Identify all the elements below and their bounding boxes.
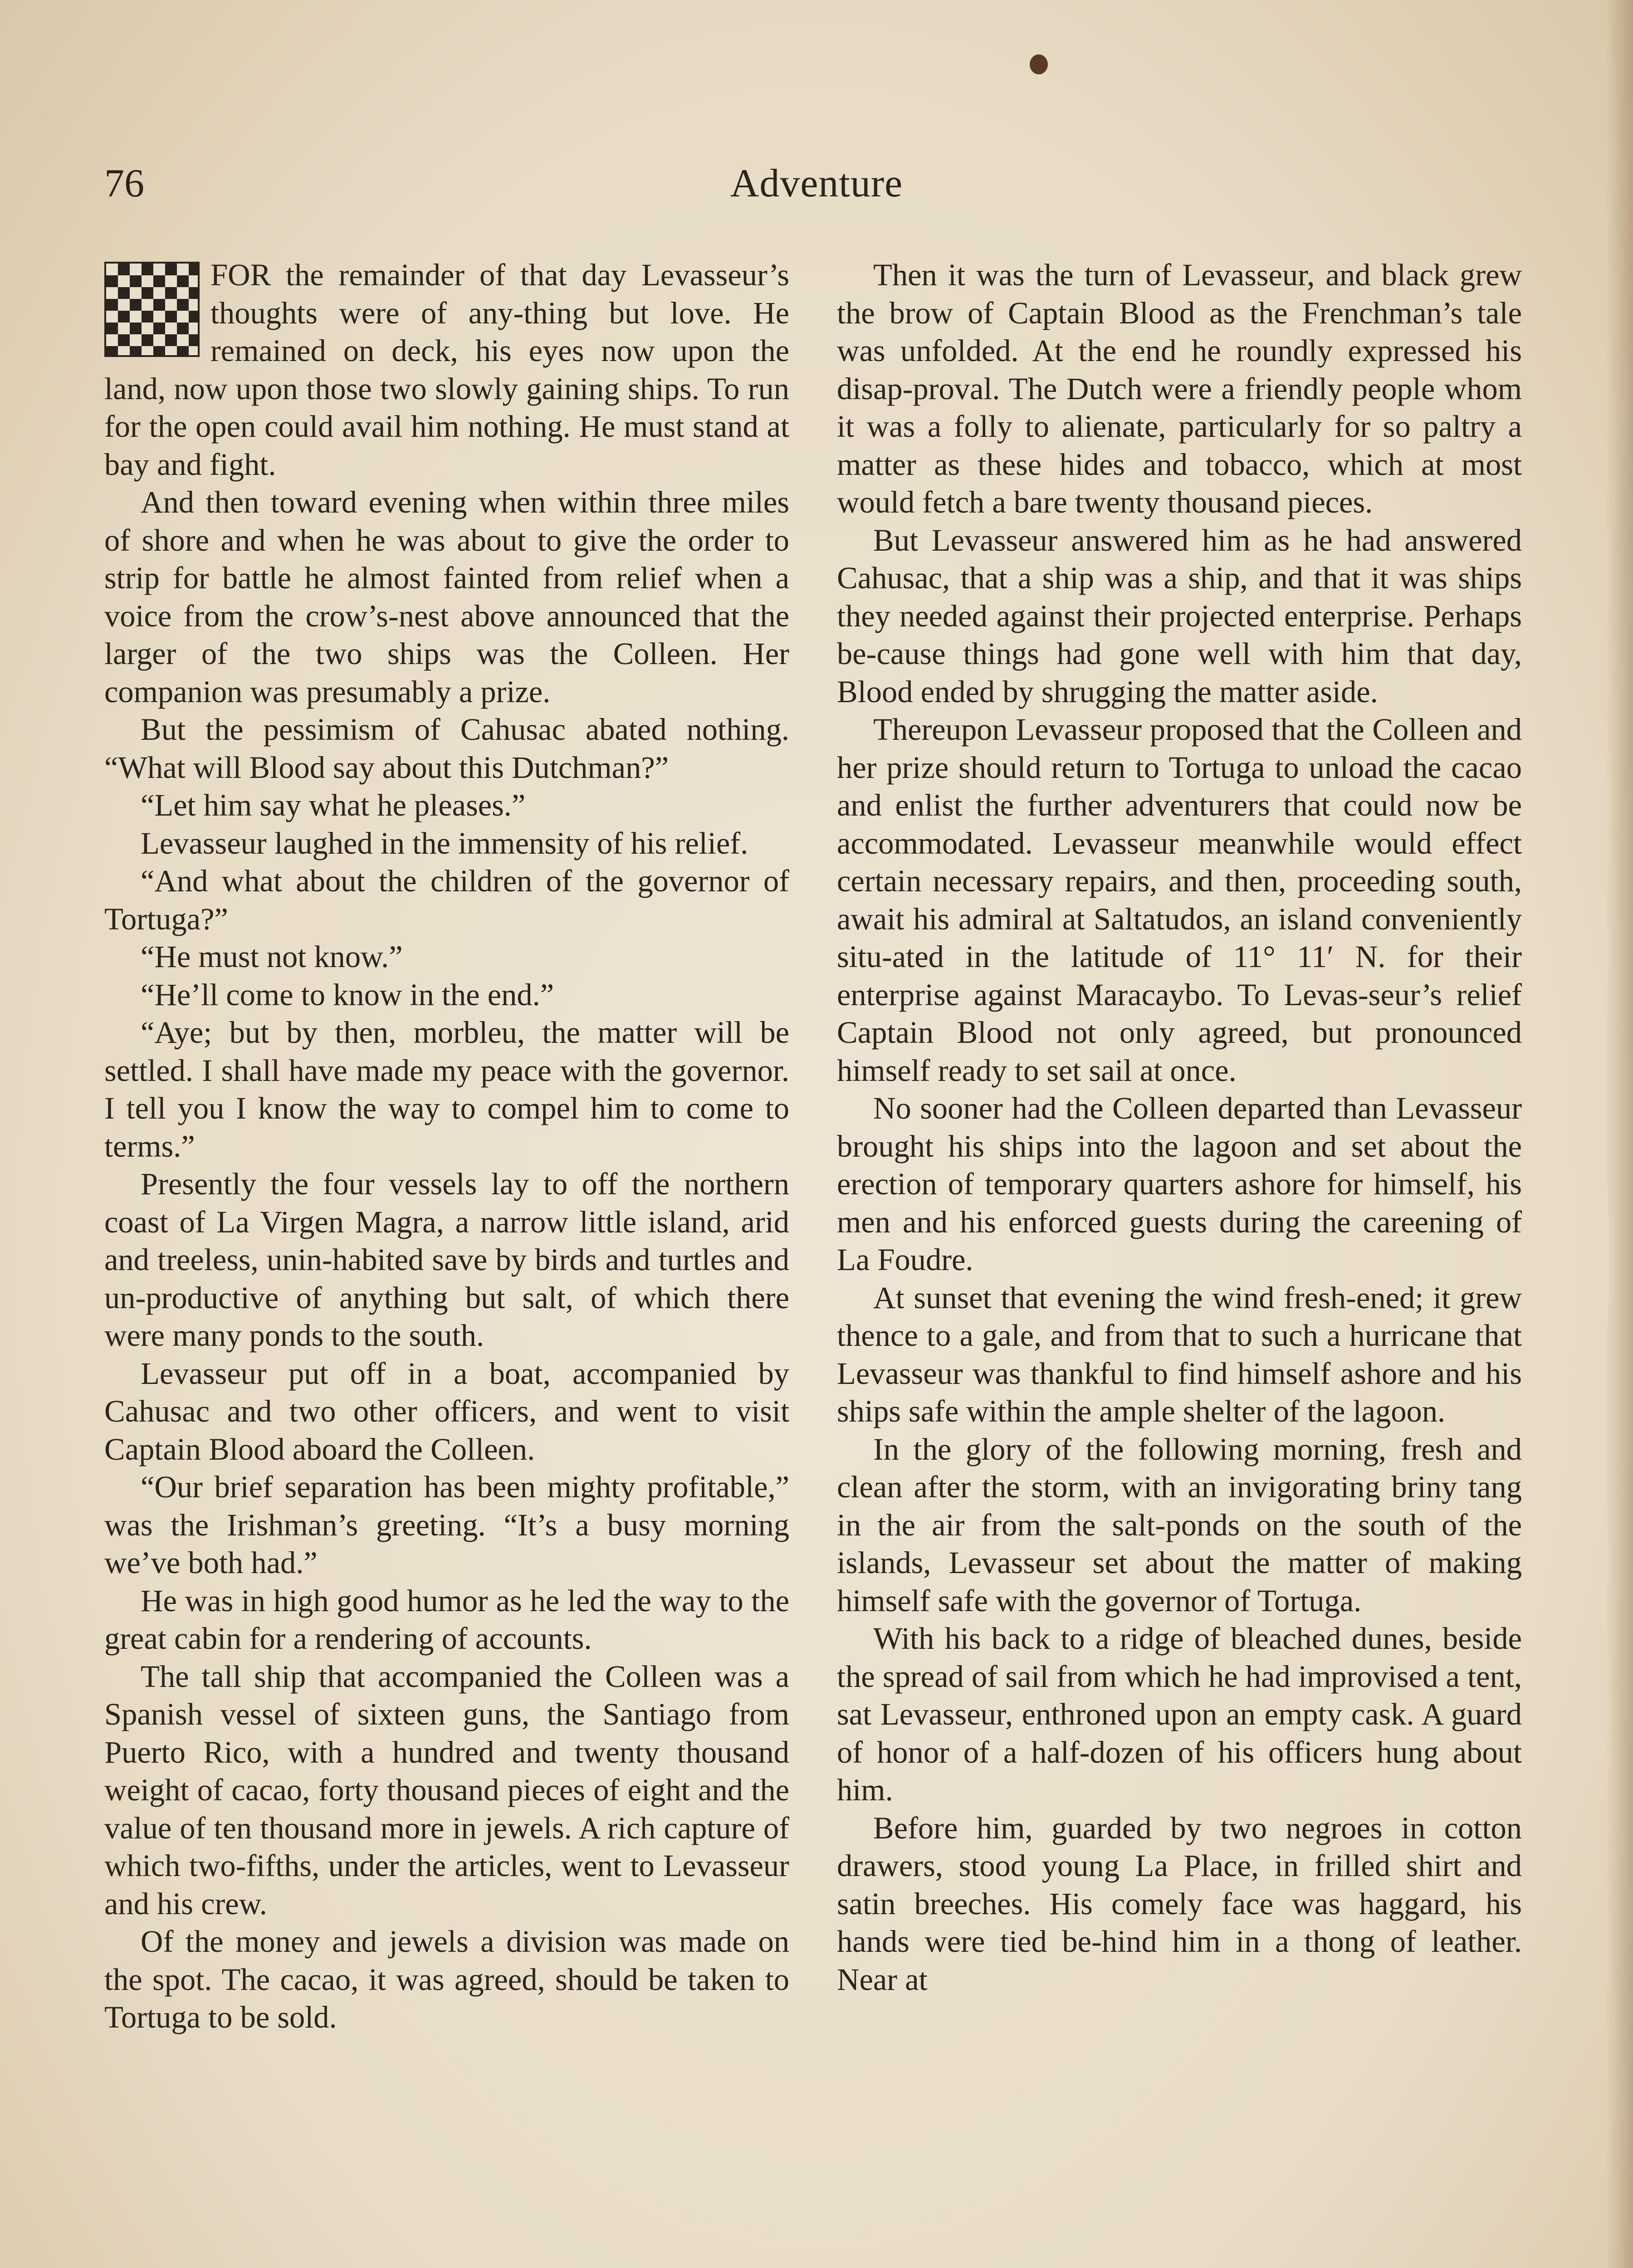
paragraph: “Let him say what he pleases.” (141, 788, 526, 822)
paragraph: Presently the four vessels lay to off the northern coast of La Virgen Magra, a narrow little island, arid and treeless, unin-habited save by birds and turtles and un-productive of anything but salt, of which there were many ponds to the south. (104, 1167, 789, 1353)
paragraph: But Levasseur answered him as he had answered Cahusac, that a ship was a ship, and that it was ships they needed against their projected enterprise. Perhaps be-cause things had gone well with him that day, Blood ended by shrugging the matter aside. (837, 523, 1522, 709)
paragraph: In the glory of the following morning, fresh and clean after the storm, with an invigorating briny tang in the air from the salt-ponds on the south of the islands, Levasseur set about the matter of making himself safe with the governor of Tortuga. (837, 1432, 1522, 1618)
page-edge-shadow (1606, 0, 1633, 2268)
right-column (837, 256, 1522, 2268)
paragraph: But the pessimism of Cahusac abated nothing. “What will Blood say about this Dutchman?” (104, 712, 789, 785)
page-header (104, 154, 1529, 218)
left-column (104, 256, 789, 2268)
paragraph: Before him, guarded by two negroes in cotton drawers, stood young La Place, in frilled shirt and satin breeches. His comely face was haggard, his hands were tied be-hind him in a thong of leather. Near at (837, 1810, 1522, 1997)
running-title: Adventure (730, 161, 903, 205)
paragraph: With his back to a ridge of bleached dunes, beside the spread of sail from which he had improvised a tent, sat Levasseur, enthroned upon an empty cask. A guard of honor of a half-dozen of his officers hung about him. (837, 1621, 1522, 1807)
paragraph: And then toward evening when within three miles of shore and when he was about to give the order to strip for battle he almost fainted from relief when a voice from the crow’s-nest above announced that the larger of the two ships was the Colleen. Her companion was presumably a prize. (104, 485, 789, 709)
paragraph: The tall ship that accompanied the Colleen was a Spanish vessel of sixteen guns, the Santiago from Puerto Rico, with a hundred and twenty thousand weight of cacao, forty thousand pieces of eight and the value of ten thousand more in jewels. A rich capture of which two-fifths, under the articles, went to Levasseur and his crew. (104, 1659, 789, 1921)
paragraph: He was in high good humor as he led the way to the great cabin for a rendering of accounts. (104, 1583, 789, 1656)
paragraph: No sooner had the Colleen departed than Levasseur brought his ships into the lagoon and set about the erection of temporary quarters ashore for himself, his men and his enforced guests during the careening of La Foudre. (837, 1091, 1522, 1277)
paragraph: “He’ll come to know in the end.” (141, 977, 554, 1012)
paragraph: Levasseur put off in a boat, accompanied by Cahusac and two other officers, and went to visit Captain Blood aboard the Colleen. (104, 1356, 789, 1466)
ornamental-drop-cap (104, 262, 200, 357)
page-number: 76 (104, 161, 144, 205)
paragraph: Levasseur laughed in the immensity of his relief. (141, 826, 748, 860)
paragraph: FOR the remainder of that day Levasseur’s thoughts were of any-thing but love. He remained on deck, his eyes now upon the land, now upon those two slowly gaining ships. To run for the open could avail him nothing. He must stand at bay and fight. (104, 258, 789, 482)
paragraph: Of the money and jewels a division was made on the spot. The cacao, it was agreed, should be taken to Tortuga to be sold. (104, 1924, 789, 2034)
paragraph: “And what about the children of the governor of Tortuga?” (104, 864, 789, 936)
paragraph: Thereupon Levasseur proposed that the Colleen and her prize should return to Tortuga to unload the cacao and enlist the further adventurers that could now be accommodated. Levasseur meanwhile would effect certain necessary repairs, and then, proceeding south, await his admiral at Saltatudos, an island conveniently situ-ated in the latitude of 11° 11′ N. for their enterprise against Maracaybo. To Levas-seur’s relief Captain Blood not only agreed, but pronounced himself ready to set sail at once. (837, 712, 1522, 1088)
paragraph: At sunset that evening the wind fresh-ened; it grew thence to a gale, and from that to such a hurricane that Levasseur was thankful to find himself ashore and his ships safe within the ample shelter of the lagoon. (837, 1280, 1522, 1428)
paragraph: “He must not know.” (141, 939, 403, 974)
paragraph: “Aye; but by then, morbleu, the matter will be settled. I shall have made my peace with the governor. I tell you I know the way to compel him to come to terms.” (104, 1015, 789, 1163)
paragraph: “Our brief separation has been mighty profitable,” was the Irishman’s greeting. “It’s a busy morning we’ve both had.” (104, 1470, 789, 1580)
paper-speck (1030, 54, 1048, 74)
paragraph: Then it was the turn of Levasseur, and black grew the brow of Captain Blood as the Frenchman’s tale was unfolded. At the end he roundly expressed his disap-proval. The Dutch were a friendly people whom it was a folly to alienate, particularly for so paltry a matter as these hides and tobacco, which at most would fetch a bare twenty thousand pieces. (837, 258, 1522, 519)
